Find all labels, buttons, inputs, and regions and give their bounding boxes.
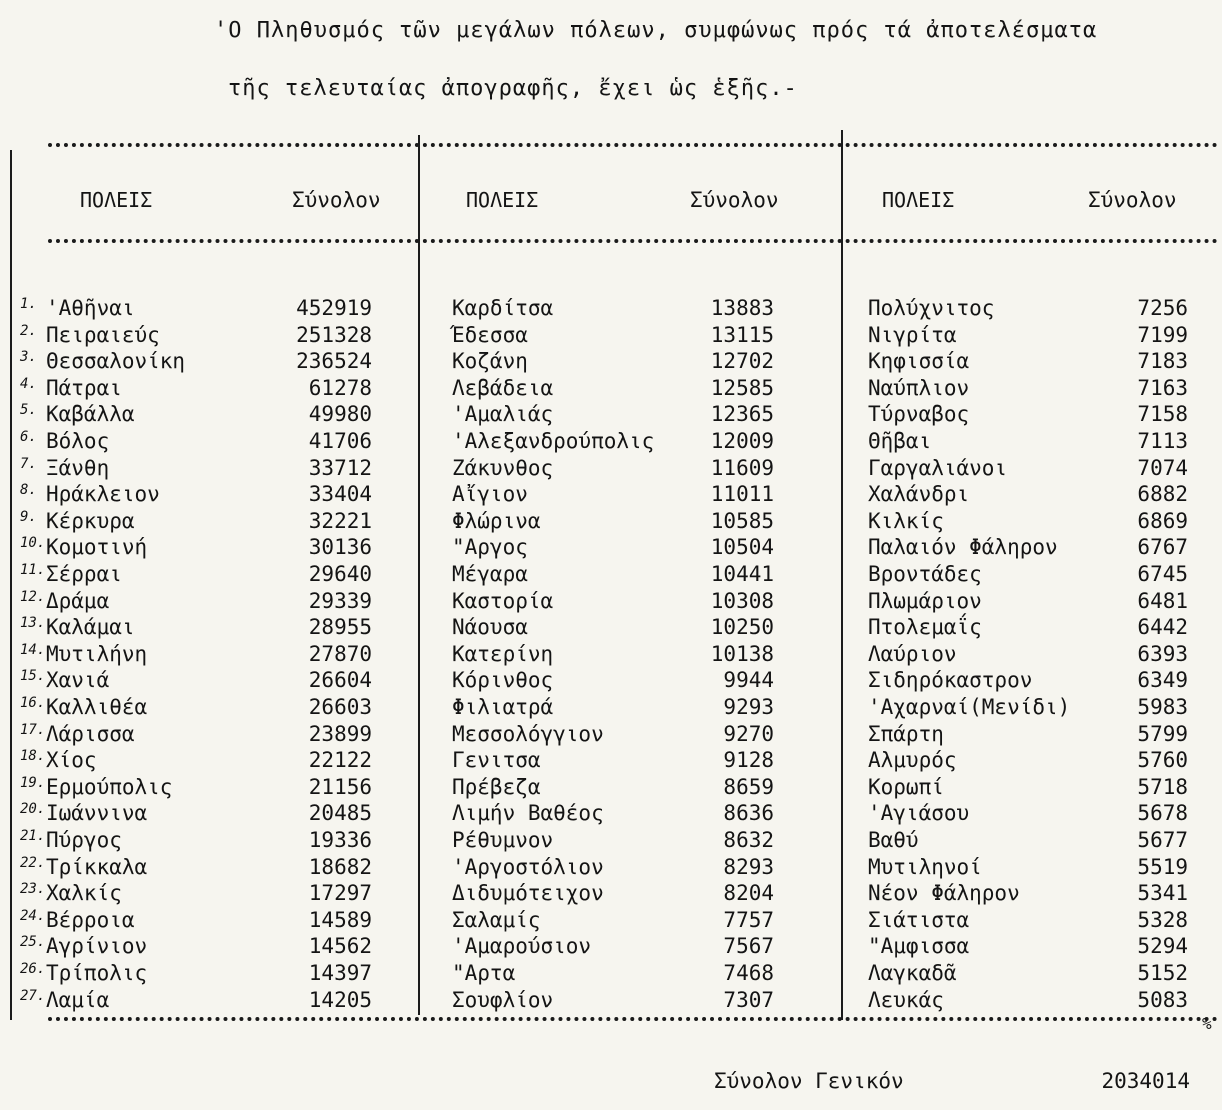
city-name: Ξάνθη [46, 455, 110, 480]
dotted-rule-header [48, 239, 1218, 243]
population-value: 6767 [1137, 535, 1188, 560]
column-header-total-3: Σύνολον [1088, 188, 1177, 212]
population-value: 8632 [723, 828, 774, 852]
population-value: 8293 [723, 854, 774, 879]
population-value: 29640 [308, 562, 372, 586]
city-name: Κατερίνη [452, 641, 554, 666]
population-value: 8659 [723, 774, 774, 799]
city-name: Σιάτιστα [868, 907, 970, 932]
city-name: Σέρραι [46, 562, 122, 586]
city-name: Λαγκαδᾶ [868, 961, 957, 985]
column-header-cities-1: ΠΟΛΕΙΣ [80, 188, 153, 212]
city-name: Πρέβεζα [452, 774, 541, 799]
row-number: 10. [20, 535, 46, 552]
city-name: Χανιά [46, 668, 110, 693]
population-value: 5152 [1137, 961, 1188, 985]
population-value: 23899 [308, 721, 372, 746]
column-divider-1 [418, 135, 420, 1015]
population-value: 5328 [1137, 907, 1188, 932]
population-value: 5718 [1137, 774, 1188, 799]
row-number: 9. [20, 508, 37, 525]
population-value: 14397 [308, 961, 372, 985]
city-name: Βόλος [46, 429, 110, 453]
percent-mark: % [1202, 1014, 1212, 1033]
city-name: Θῆβαι [868, 429, 932, 453]
city-name: Φλώρινα [452, 508, 541, 533]
population-value: 19336 [308, 828, 372, 852]
population-value: 5294 [1137, 934, 1188, 959]
city-name: Μεσσολόγγιον [452, 721, 604, 746]
city-name: Βροντάδες [868, 562, 982, 586]
population-value: 21156 [308, 774, 372, 799]
population-value: 5983 [1137, 695, 1188, 719]
city-name: Ζάκυνθος [452, 455, 554, 480]
city-name: Λευκάς [868, 987, 944, 1012]
city-name: 'Αμαρούσιον [452, 934, 592, 959]
city-name: Γαργαλιάνοι [868, 455, 1008, 480]
population-value: 10250 [710, 615, 774, 640]
population-value: 14562 [308, 934, 372, 959]
city-name: Πλωμάριον [868, 588, 982, 613]
population-value: 12585 [710, 375, 774, 400]
city-name: Τρίπολις [46, 961, 148, 985]
city-name: Κομοτινή [46, 535, 148, 560]
city-name: 'Αμαλιάς [452, 402, 554, 427]
city-name: Κοζάνη [452, 349, 528, 374]
heading-line-1: 'Ο Πληθυσμός τῶν μεγάλων πόλεων, συμφώνως πρός τά ἀποτελέσματα [214, 18, 1098, 43]
city-name: Φιλιατρά [452, 695, 554, 719]
city-name: Έδεσσα [452, 322, 528, 347]
population-value: 18682 [308, 854, 372, 879]
population-value: 236524 [296, 349, 372, 374]
population-value: 20485 [308, 801, 372, 826]
population-value: 41706 [308, 429, 372, 453]
row-number: 23. [20, 881, 46, 898]
population-value: 12365 [710, 402, 774, 427]
row-number: 1. [20, 296, 37, 312]
city-name: Χαλάνδρι [868, 482, 970, 507]
population-value: 49980 [308, 402, 372, 427]
population-value: 8204 [723, 881, 774, 906]
population-value: 11609 [710, 455, 774, 480]
population-value: 17297 [308, 881, 372, 906]
city-name: Κηφισσία [868, 349, 970, 374]
population-value: 10585 [710, 508, 774, 533]
row-number: 16. [20, 695, 46, 711]
population-value: 33404 [308, 482, 372, 507]
population-value: 22122 [308, 748, 372, 773]
row-number: 24. [20, 907, 46, 924]
population-value: 12702 [710, 349, 774, 374]
population-value: 6349 [1137, 668, 1188, 693]
city-name: Τύρναβος [868, 402, 970, 427]
row-number: 17. [20, 721, 46, 738]
row-number: 21. [20, 828, 46, 844]
row-number: 19. [20, 774, 46, 791]
city-name: Λαύριον [868, 641, 957, 666]
row-number: 5. [20, 402, 37, 419]
row-number: 7. [20, 455, 37, 472]
population-value: 14205 [308, 987, 372, 1012]
city-name: Νέον Φάληρον [868, 881, 1020, 906]
city-name: 'Αθῆναι [46, 296, 135, 320]
table-left-border [10, 150, 12, 1020]
population-value: 9270 [723, 721, 774, 746]
population-value: 5083 [1137, 987, 1188, 1012]
city-name: Τρίκκαλα [46, 854, 148, 879]
population-value: 30136 [308, 535, 372, 560]
population-value: 7163 [1137, 375, 1188, 400]
city-name: Ρέθυμνον [452, 828, 554, 852]
city-name: Χαλκίς [46, 881, 122, 906]
population-value: 452919 [296, 296, 372, 320]
city-name: Αγρίνιον [46, 934, 148, 959]
row-number: 2. [20, 322, 37, 339]
population-value: 7074 [1137, 455, 1188, 480]
row-number: 8. [20, 482, 37, 499]
row-number: 6. [20, 429, 37, 445]
city-name: Κέρκυρα [46, 508, 135, 533]
city-name: Θεσσαλονίκη [46, 349, 186, 374]
row-number: 11. [20, 562, 46, 578]
population-value: 5519 [1137, 854, 1188, 879]
population-value: 10138 [710, 641, 774, 666]
population-value: 7199 [1137, 322, 1188, 347]
row-number: 26. [20, 961, 46, 977]
population-value: 7567 [723, 934, 774, 959]
row-number: 13. [20, 615, 46, 632]
city-name: 'Αγιάσου [868, 801, 970, 826]
population-value: 10441 [710, 562, 774, 586]
population-value: 61278 [308, 375, 372, 400]
population-value: 11011 [710, 482, 774, 507]
population-value: 6882 [1137, 482, 1188, 507]
city-name: Νιγρίτα [868, 322, 957, 347]
city-name: Δράμα [46, 588, 110, 613]
population-value: 10308 [710, 588, 774, 613]
city-name: Κιλκίς [868, 508, 944, 533]
column-divider-2 [841, 130, 843, 1020]
city-name: Αἴγιον [452, 482, 528, 507]
column-header-total-2: Σύνολον [690, 188, 779, 212]
population-value: 6869 [1137, 508, 1188, 533]
city-name: Πάτραι [46, 375, 122, 400]
city-name: Λάρισσα [46, 721, 135, 746]
city-name: Λαμία [46, 987, 110, 1012]
row-number: 4. [20, 375, 37, 392]
population-value: 13115 [710, 322, 774, 347]
population-value: 5677 [1137, 828, 1188, 852]
population-value: 7468 [723, 961, 774, 985]
population-value: 9944 [723, 668, 774, 693]
population-value: 6481 [1137, 588, 1188, 613]
city-name: Ιωάννινα [46, 801, 148, 826]
row-number: 14. [20, 641, 46, 658]
population-value: 27870 [308, 641, 372, 666]
city-name: Αλμυρός [868, 748, 957, 773]
city-name: Βαθύ [868, 828, 919, 852]
column-header-cities-3: ΠΟΛΕΙΣ [882, 188, 955, 212]
city-name: Μυτιλήνη [46, 641, 148, 666]
city-name: Καβάλλα [46, 402, 135, 427]
city-name: Πύργος [46, 828, 122, 852]
population-value: 10504 [710, 535, 774, 560]
population-value: 5799 [1137, 721, 1188, 746]
city-name: Ηράκλειον [46, 482, 160, 507]
city-name: 'Αλεξανδρούπολις [452, 429, 655, 453]
city-name: 'Αργοστόλιον [452, 854, 604, 879]
city-name: "Αμφισσα [868, 934, 970, 959]
city-name: Διδυμότειχον [452, 881, 604, 906]
grand-total-label: Σύνολον Γενικόν [714, 1069, 904, 1093]
city-name: "Αργος [452, 535, 528, 560]
row-number: 22. [20, 854, 46, 871]
column-header-total-1: Σύνολον [292, 188, 381, 212]
row-number: 25. [20, 934, 46, 951]
population-value: 5341 [1137, 881, 1188, 906]
city-name: Πειραιεύς [46, 322, 160, 347]
row-number: 27. [20, 987, 46, 1004]
city-name: Κορωπί [868, 774, 944, 799]
row-number: 12. [20, 588, 46, 605]
population-value: 26604 [308, 668, 372, 693]
city-name: Καστορία [452, 588, 554, 613]
city-name: Μυτιληνοί [868, 854, 982, 879]
city-name: 'Αχαρναί(Μενίδι) [868, 695, 1071, 719]
population-value: 29339 [308, 588, 372, 613]
city-name: Κόρινθος [452, 668, 554, 693]
population-value: 13883 [710, 296, 774, 320]
city-name: Σαλαμίς [452, 907, 541, 932]
population-value: 9128 [723, 748, 774, 773]
column-header-cities-2: ΠΟΛΕΙΣ [466, 188, 539, 212]
population-value: 9293 [723, 695, 774, 719]
city-name: Βέρροια [46, 907, 135, 932]
population-value: 6442 [1137, 615, 1188, 640]
population-value: 7183 [1137, 349, 1188, 374]
city-name: Γενιτσα [452, 748, 541, 773]
row-number: 18. [20, 748, 46, 765]
dotted-rule-bottom [48, 1017, 1218, 1021]
population-value: 5678 [1137, 801, 1188, 826]
population-value: 6745 [1137, 562, 1188, 586]
population-value: 14589 [308, 907, 372, 932]
dotted-rule-top [48, 143, 1218, 147]
population-value: 7158 [1137, 402, 1188, 427]
population-value: 251328 [296, 322, 372, 347]
city-name: Ναύπλιον [868, 375, 970, 400]
population-value: 7256 [1137, 296, 1188, 320]
city-name: Παλαιόν Φάληρον [868, 535, 1058, 560]
city-name: Ερμούπολις [46, 774, 173, 799]
city-name: Χίος [46, 748, 97, 773]
population-value: 28955 [308, 615, 372, 640]
population-value: 6393 [1137, 641, 1188, 666]
city-name: Λεβάδεια [452, 375, 554, 400]
city-name: Σπάρτη [868, 721, 944, 746]
population-value: 7113 [1137, 429, 1188, 453]
population-value: 7757 [723, 907, 774, 932]
city-name: Πολύχνιτος [868, 296, 995, 320]
city-name: Πτολεμαΐς [868, 615, 982, 640]
city-name: Καλάμαι [46, 615, 135, 640]
population-value: 32221 [308, 508, 372, 533]
grand-total-value: 2034014 [1101, 1069, 1190, 1093]
heading-line-2: τῆς τελευταίας ἀπογραφῆς, ἔχει ὡς ἑξῆς.- [228, 76, 798, 101]
population-value: 33712 [308, 455, 372, 480]
population-value: 8636 [723, 801, 774, 826]
population-value: 12009 [710, 429, 774, 453]
row-number: 3. [20, 349, 37, 366]
city-name: "Αρτα [452, 961, 516, 985]
city-name: Καλλιθέα [46, 695, 148, 719]
row-number: 15. [20, 668, 46, 685]
population-value: 7307 [723, 987, 774, 1012]
population-value: 5760 [1137, 748, 1188, 773]
city-name: Νάουσα [452, 615, 528, 640]
row-number: 20. [20, 801, 46, 818]
city-name: Καρδίτσα [452, 296, 554, 320]
city-name: Σιδηρόκαστρον [868, 668, 1033, 693]
city-name: Σουφλίον [452, 987, 554, 1012]
population-value: 26603 [308, 695, 372, 719]
city-name: Μέγαρα [452, 562, 528, 586]
city-name: Λιμήν Βαθέος [452, 801, 604, 826]
